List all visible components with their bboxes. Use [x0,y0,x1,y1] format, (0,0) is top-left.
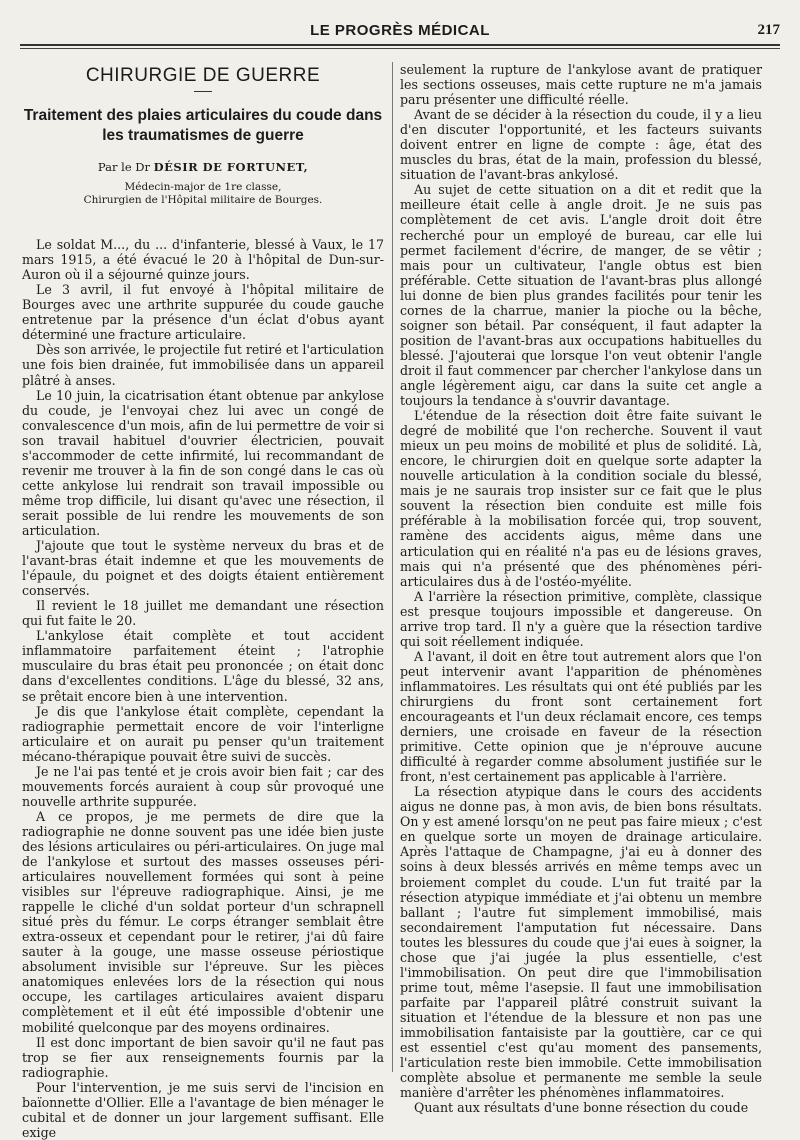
right-column [400,62,762,1115]
paragraph: A l'avant, il doit en être tout autrement alors que l'on peut intervenir avant l'apparition de phénomènes inflammatoires. Les résultats qui ont été publiés par les chirurgiens du front sont certainement fort encourageants et l'un deux réclamait encore, ces temps derniers, une croisade en faveur de la résection primitive. Cette opinion que je n'éprouve aucune difficulté à regarder comme absolument justifiée sur le front, n'est certainement pas applicable à l'arrière. [400,648,762,785]
paragraph: La résection atypique dans le cours des accidents aigus ne donne pas, à mon avis, de bien bons résultats. On y est amené lorsqu'on ne peut pas faire mieux ; c'est en quelque sorte un moyen de drainage articulaire. Après l'attaque de Champagne, j'ai eu à donner des soins à deux blessés arrivés en même temps avec un broiement complet du coude. L'un fut traité par la résection atypique immédiate et j'ai obtenu un membre ballant ; l'autre fut simplement immobilisé, mais secondairement l'amputation fut nécessaire. Dans toutes les blessures du coude que j'ai eues à soigner, la chose que j'ai jugée la plus essentielle, c'est l'immobilisation. On peut dire que l'immobilisation prime tout, même l'asepsie. Il faut une immobilisation parfaite par l'appareil plâtré construit suivant la situation et l'étendue de la blessure et non pas une immobilisation fantaisiste par la gouttière, car ce qui est essentiel c'est qu'au moment des pansements, l'articulation reste bien immobile. Cette immobilisation complète absolue et permanente me semble la seule manière d'arrêter les phénomènes inflammatoires. [400,784,762,1101]
paragraph: A ce propos, je me permets de dire que la radiographie ne donne souvent pas une idée bien juste des lésions articulaires ou péri-articulaires. On juge mal de l'ankylose et surtout des masses osseuses péri-articulaires nouvellement formées qui sont à peine visibles sur l'épreuve radiographique. Ainsi, je me rappelle le cliché d'un soldat porteur d'un schrapnell situé près du fémur. Le corps étranger semblait être extra-osseux et cependant pour le retirer, j'ai dû faire sauter à la gouge, une masse osseuse périostique absolument invisible sur l'épreuve. Sur les pièces anatomiques enlevées lors de la résection qui nous occupe, les cartilages articulaires avaient disparu complètement et il eût été impossible d'obtenir une mobilité quelconque par des moyens ordinaires. [22,808,384,1035]
paragraph: Le 10 juin, la cicatrisation étant obtenue par ankylose du coude, je l'envoyai chez lui avec un congé de convalescence d'un mois, afin de lui permettre de voir si son travail habituel d'ouvrier électricien, pouvait s'accommoder de cette infirmité, lui recommandant de revenir me trouver à la fin de son congé dans le cas où cette ankylose lui rendrait son travail impossible ou même trop difficile, lui disant qu'avec une résection, il serait possible de lui rendre les mouvements de son articulation. [22,387,384,538]
paragraph: Quant aux résultats d'une bonne résection du coude [414,1100,749,1116]
paragraph-continued: seulement la rupture de l'ankylose avant de pratiquer les sections osseuses, mais cette rupture ne m'a jamais paru présenter une difficulté réelle. [400,62,762,108]
byline-prefix: Par le Dr [97,160,150,175]
header-rule-thin [20,48,780,49]
column-divider [392,62,393,1072]
journal-title: LE PROGRÈS MÉDICAL [310,22,490,39]
paragraph: L'étendue de la résection doit être faite suivant le degré de mobilité que l'on recherche. Souvent il vaut mieux un peu moins de mobilité et plus de solidité. Là, encore, le chirurgien doit en quelque sorte adapter la nouvelle articulation à la condition sociale du blessé, mais je ne saurais trop insister sur ce fait que le plus souvent la résection bien conduite est mille fois préférable à la mobilisation forcée qui, trop souvent, ramène des accidents aigus, même dans une articulation qui en réalité n'a pas eu de lésions graves, mais qui n'a présenté que des phénomènes péri-articulaires dus à de l'ostéo-myélite. [400,408,762,589]
paragraph: Je dis que l'ankylose était complète, cependant la radiographie permettait encore de voir l'interligne articulaire et on aurait pu penser qu'un traitement mécano-thérapique pouvait être suivi de succès. [22,703,384,764]
article-title: Traitement des plaies articulaires du coude dans les traumatismes de guerre [23,107,383,145]
paragraph: Pour l'intervention, je me suis servi de l'incision en baïonnette d'Ollier. Elle a l'avantage de bien ménager le cubital et de donner un jour largement suffisant. Elle exige [22,1079,384,1140]
byline [22,160,384,175]
header-rule [20,44,780,46]
paragraph: J'ajoute que tout le système nerveux du bras et de l'avant-bras était indemne et que les mouvements de l'épaule, du poignet et des doigts étaient entièrement conservés. [22,538,384,599]
paragraph: Avant de se décider à la résection du coude, il y a lieu d'en discuter l'opportunité, et les facteurs suivants doivent entrer en ligne de compte : âge, état des muscles du bras, état de la main, profession du blessé, situation de l'avant-bras ankylosé. [400,107,762,183]
paragraph: Le soldat M..., du ... d'infanterie, blessé à Vaux, le 17 mars 1915, a été évacué le 20 à l'hôpital de Dun-sur-Auron où il a séjourné quinze jours. [22,237,384,283]
paragraph: Il revient le 18 juillet me demandant une résection qui fut faite le 20. [22,598,384,629]
section-title: CHIRURGIE DE GUERRE [85,65,321,86]
paragraph: Le 3 avril, il fut envoyé à l'hôpital militaire de Bourges avec une arthrite suppurée du coude gauche entretenue par la présence d'un éclat d'obus ayant déterminé une fracture articulaire. [22,282,384,343]
paragraph: L'ankylose était complète et tout accident inflammatoire parfaitement éteint ; l'atrophie musculaire du bras était peu prononcée ; on était donc dans d'excellentes conditions. L'âge du blessé, 32 ans, se prêtait encore bien à une intervention. [22,628,384,704]
paragraph: Je ne l'ai pas tenté et je crois avoir bien fait ; car des mouvements forcés auraient à coup sûr provoqué une nouvelle arthrite suppurée. [22,763,384,809]
left-column [22,62,384,1140]
paragraph: Au sujet de cette situation on a dit et redit que la meilleure était celle à angle droit. Je ne suis pas complètement de cet avis. L'angle droit doit être recherché pour un employé de bureau, car elle lui permet facilement d'écrire, de manger, de se vêtir ; mais pour un cultivateur, l'angle obtus est bien préférable. Cette situation de l'avant-bras plus allongé lui donne de bien plus grandes facilités pour tenir les cornes de la charrue, manier la pioche ou la bêche, soigner son bétail. Par conséquent, il faut adapter la position de l'avant-bras aux occupations habituelles du blessé. J'ajouterai que lorsque l'on veut obtenir l'angle droit il faut commencer par chercher l'ankylose dans un angle légèrement aigu, car dans la suite cet angle a toujours la tendance à s'ouvrir davantage. [400,182,762,409]
affiliation-line: Chirurgien de l'Hôpital militaire de Bourges. [83,194,323,207]
page-number: 217 [757,22,780,38]
title-rule [194,91,212,92]
author-name: DÉSIR DE FORTUNET, [153,160,309,175]
page-header [20,22,780,52]
author-affiliation [22,181,384,207]
paragraph: Dès son arrivée, le projectile fut retiré et l'articulation une fois bien drainée, fut immobilisée dans un appareil plâtré à anses. [22,342,384,388]
paragraph: A l'arrière la résection primitive, complète, classique est presque toujours impossible et dangereuse. On arrive trop tard. Il n'y a guère que la résection tardive qui soit réellement indiquée. [400,588,762,649]
paragraph: Il est donc important de bien savoir qu'il ne faut pas trop se fier aux renseignements fournis par la radiographie. [22,1034,384,1080]
affiliation-line: Médecin-major de 1re classe, [124,181,282,194]
